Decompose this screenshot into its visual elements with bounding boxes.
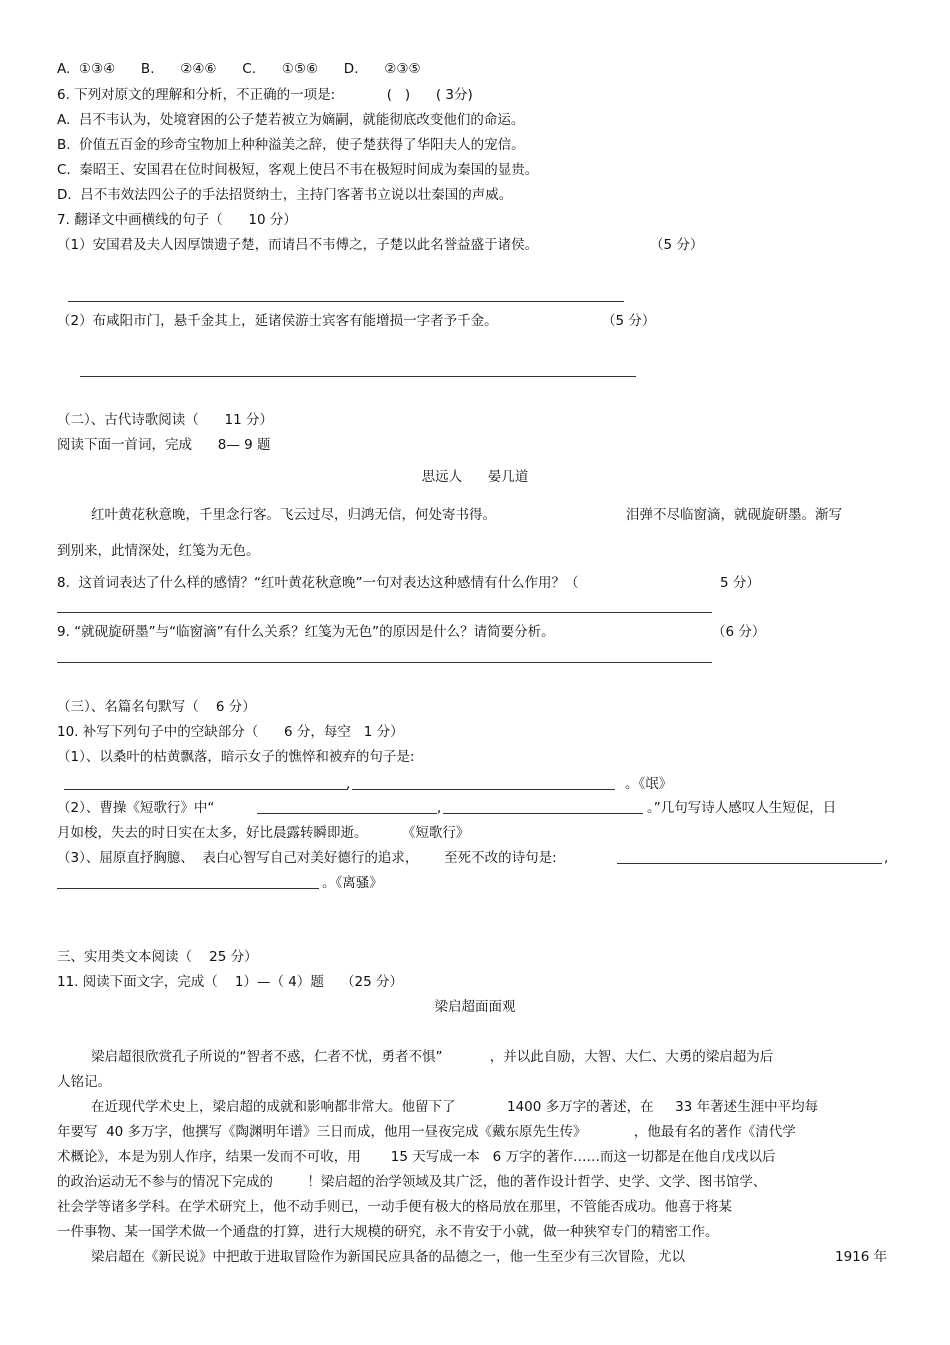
poem-line-2: 到别来，此情深处，红笺为无色。 xyxy=(57,543,260,559)
q10-item-2c: 月如梭，失去的时日实在太多，好比晨露转瞬即逝。 《短歌行》 xyxy=(57,825,470,841)
q11-stem: 11. 阅读下面文字，完成（ 1）—（ 4）题 （25 分） xyxy=(57,974,404,990)
q10-blank-4 xyxy=(443,813,643,814)
poem-line-1a: 红叶黄花秋意晚，千里念行客。飞云过尽，归鸿无信，何处寄书得。 xyxy=(91,507,496,523)
q9-stem: 9. “就砚旋研墨”与“临窗滴”有什么关系？红笺为无色”的原因是什么？请简要分析。 xyxy=(57,624,555,640)
paragraph-2d: 的政治运动无不参与的情况下完成的 ！梁启超的治学领域及其广泛，他的著作设计哲学、史学、文学、图书馆学、 xyxy=(57,1174,767,1190)
q10-item-3b: 。《离骚》 xyxy=(322,875,383,891)
q6-option-b: B. 价值五百金的珍奇宝物加上种种溢美之辞，使子楚获得了华阳夫人的宠信。 xyxy=(57,137,525,153)
q7-sentence-1: （1）安国君及夫人因厚馈遗子楚，而请吕不韦傅之，子楚以此名誉益盛于诸侯。 xyxy=(57,237,539,253)
q6-stem: 6. 下列对原文的理解和分析，不正确的一项是: ( ) ( 3分) xyxy=(57,87,473,103)
q10-item-2a: （2）、曹操《短歌行》中“ xyxy=(57,800,215,816)
q9-score: （6 分） xyxy=(712,624,766,640)
q10-blank-1 xyxy=(64,789,348,790)
q7-sentence-1-score: （5 分） xyxy=(650,237,704,253)
q8-stem: 8. 这首词表达了什么样的感情？“红叶黄花秋意晚”一句对表达这种感情有什么作用？（ xyxy=(57,575,579,591)
section3-heading: （三）、名篇名句默写（ 6 分） xyxy=(57,699,256,715)
article-title: 梁启超面面观 xyxy=(434,999,516,1015)
paragraph-3b: 1916 年 xyxy=(835,1249,888,1265)
paragraph-2e: 社会学等诸多学科。在学术研究上，他不动手则已，一动手便有极大的格局放在那里，不管能否成功。他喜于将某 xyxy=(57,1199,732,1215)
q10-item-2b: 。”几句写诗人感叹人生短促，日 xyxy=(647,800,837,816)
paragraph-3a: 梁启超在《新民说》中把敢于进取冒险作为新国民应具备的品德之一，他一生至少有三次冒险，尤以 xyxy=(91,1249,685,1265)
paragraph-1b: 人铭记。 xyxy=(57,1074,111,1090)
paragraph-2a: 在近现代学术史上，梁启超的成就和影响都非常大。他留下了 1400 多万字的著述，在 33 年著述生涯中平均每 xyxy=(91,1099,819,1115)
section2-heading: （二）、古代诗歌阅读（ 11 分） xyxy=(57,412,273,428)
q10-source-1: 。《氓》 xyxy=(625,776,673,792)
q10-blank-2 xyxy=(352,789,615,790)
q10-blank-3 xyxy=(257,813,437,814)
q6-option-c: C. 秦昭王、安国君在位时间极短，客观上使吕不韦在极短时间成为秦国的显贵。 xyxy=(57,162,539,178)
q7-sentence-2-score: （5 分） xyxy=(602,313,656,329)
q10-item-1: （1）、以桑叶的枯黄飘落，暗示女子的憔悴和被弃的句子是: xyxy=(57,749,415,765)
q8-score: 5 分） xyxy=(720,575,760,591)
q10-comma-3: , xyxy=(884,850,889,866)
paragraph-2c: 术概论》，本是为别人作序，结果一发而不可收，用 15 天写成一本 6 万字的著作……而这一切都是在他自戊戌以后 xyxy=(57,1149,776,1165)
q10-comma-1: , xyxy=(346,776,351,792)
paragraph-1a: 梁启超很欣赏孔子所说的“智者不惑，仁者不忧，勇者不惧” ，并以此自励，大智、大仁、大勇的梁启超为后 xyxy=(91,1049,774,1065)
q5-options: A. ①③④ B. ②④⑥ C. ①⑤⑥ D. ②③⑤ xyxy=(57,61,421,77)
q7-answer-line-1 xyxy=(68,301,624,302)
paragraph-2b: 年要写 40 多万字，他撰写《陶渊明年谱》三日而成，他用一昼夜完成《戴东原先生传》 ，他最有名的著作《清代学 xyxy=(57,1124,796,1140)
q6-option-a: A. 吕不韦认为，处境窘困的公子楚若被立为嫡嗣，就能彻底改变他们的命运。 xyxy=(57,112,525,128)
q7-sentence-2: （2）布咸阳市门，悬千金其上，延诸侯游士宾客有能增损一字者予千金。 xyxy=(57,313,498,329)
poem-title: 思远人 晏几道 xyxy=(421,469,529,485)
poem-line-1b: 泪弹不尽临窗滴，就砚旋研墨。渐写 xyxy=(626,507,842,523)
q10-blank-5 xyxy=(617,863,882,864)
q10-stem: 10. 补写下列句子中的空缺部分（ 6 分，每空 1 分） xyxy=(57,724,404,740)
section2-instruction: 阅读下面一首词，完成 8— 9 题 xyxy=(57,437,271,453)
part3-heading: 三、实用类文本阅读（ 25 分） xyxy=(57,949,258,965)
q7-stem: 7. 翻译文中画横线的句子（ 10 分） xyxy=(57,212,297,228)
q6-option-d: D. 吕不韦效法四公子的手法招贤纳士，主持门客著书立说以壮秦国的声威。 xyxy=(57,187,513,203)
paragraph-2f: 一件事物、某一国学术做一个通盘的打算，进行大规模的研究，永不肯安于小就，做一种狭窄专门的精密工作。 xyxy=(57,1224,719,1240)
q9-answer-line xyxy=(57,662,712,663)
q10-item-3a: （3）、屈原直抒胸臆、 表白心智写自己对美好德行的追求， 至死不改的诗句是: xyxy=(57,850,557,866)
q8-answer-line xyxy=(57,612,712,613)
q10-comma-2: , xyxy=(437,800,442,816)
q7-answer-line-2 xyxy=(80,376,636,377)
q10-blank-6 xyxy=(57,888,319,889)
